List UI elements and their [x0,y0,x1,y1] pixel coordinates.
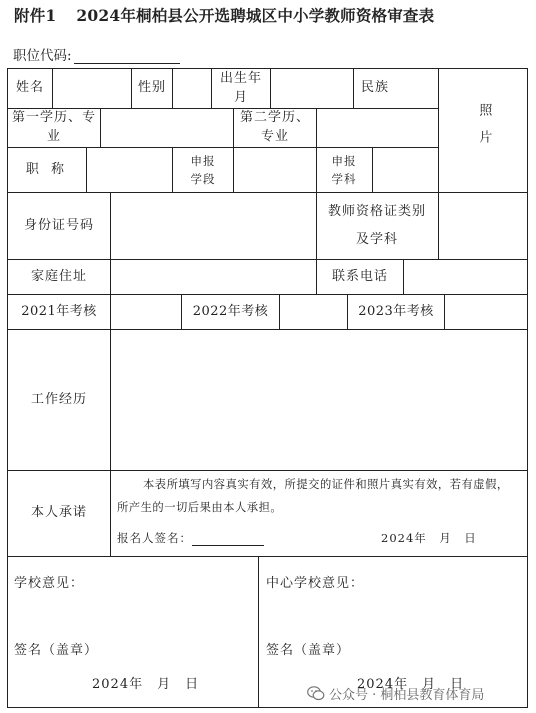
id-number-label: 身份证号码 [23,217,94,233]
school-opinion-field[interactable] [111,600,251,630]
second-education-field[interactable] [317,109,438,147]
first-education-field[interactable] [101,109,233,147]
school-opinion-label: 学校意见： [14,576,85,591]
apply-subject-field[interactable] [373,148,438,192]
assess-2023-label: 2023年考核 [358,303,434,319]
title-text: 2024年桐柏县公开选聘城区中小学教师资格审查表 [76,6,435,25]
birth-field[interactable] [271,69,353,108]
teacher-cert-label: 教师资格证类别及学科 [327,204,426,247]
id-number-field[interactable] [111,193,316,259]
applicant-signature-field[interactable] [192,533,264,546]
photo-box[interactable]: 照片 [476,103,492,157]
ethnicity-field[interactable] [397,69,438,108]
wechat-icon [307,686,325,705]
teacher-cert-field[interactable] [439,193,527,259]
position-code-row [13,44,180,64]
name-field[interactable] [53,69,131,108]
address-label: 家庭住址 [30,268,87,284]
phone-label: 联系电话 [331,268,388,284]
seal-left-label: 签名（盖章） [14,643,99,658]
assess-2021-field[interactable] [111,295,181,329]
commitment-text: 本表所填写内容真实有效，所提交的证件和照片真实有效，若有虚假，所产生的一切后果由本人承担。 [117,478,509,514]
document-title [14,4,434,26]
apply-stage-label: 申报学段 [190,153,216,186]
assess-2023-field[interactable] [445,295,527,329]
work-history-field[interactable] [111,330,527,470]
first-education-label: 第一学历、专业 [11,110,96,144]
phone-field[interactable] [404,260,527,294]
position-code-field[interactable] [74,49,180,64]
gender-field[interactable] [173,69,211,108]
ethnicity-label: 民族 [360,80,389,96]
assess-2022-label: 2022年考核 [192,303,269,319]
date-left: 2024年 月 日 [92,677,200,692]
birth-label: 出生年月 [219,71,262,105]
apply-subject-label: 申报学科 [331,153,357,186]
assess-2022-field[interactable] [280,295,347,329]
date-right: 2024年 月 日 [357,677,465,692]
center-school-opinion-label: 中心学校意见： [266,576,365,591]
name-label: 姓名 [15,80,44,96]
work-history-label: 工作经历 [30,391,87,407]
applicant-signature-label: 报名人签名： [117,531,192,545]
center-school-opinion-field[interactable] [364,600,514,630]
seal-right-label: 签名（盖章） [266,643,351,658]
second-education-label: 第二学历、专业 [239,110,310,144]
applicant-signature-row [117,530,264,546]
apply-stage-field[interactable] [234,148,316,192]
address-field[interactable] [111,260,316,294]
commitment-date: 2024年 月 日 [381,531,477,545]
position-code-label: 职位代码: [13,48,72,64]
gender-label: 性别 [137,80,166,96]
commitment-label: 本人承诺 [30,505,87,521]
title-rank-label: 职 称 [25,161,69,177]
assess-2021-label: 2021年考核 [21,303,97,319]
watermark [307,684,484,705]
title-prefix: 附件1 [14,6,57,25]
watermark-text: 公众号 · 桐柏县教育体育局 [329,688,485,703]
title-rank-field[interactable] [87,148,172,192]
